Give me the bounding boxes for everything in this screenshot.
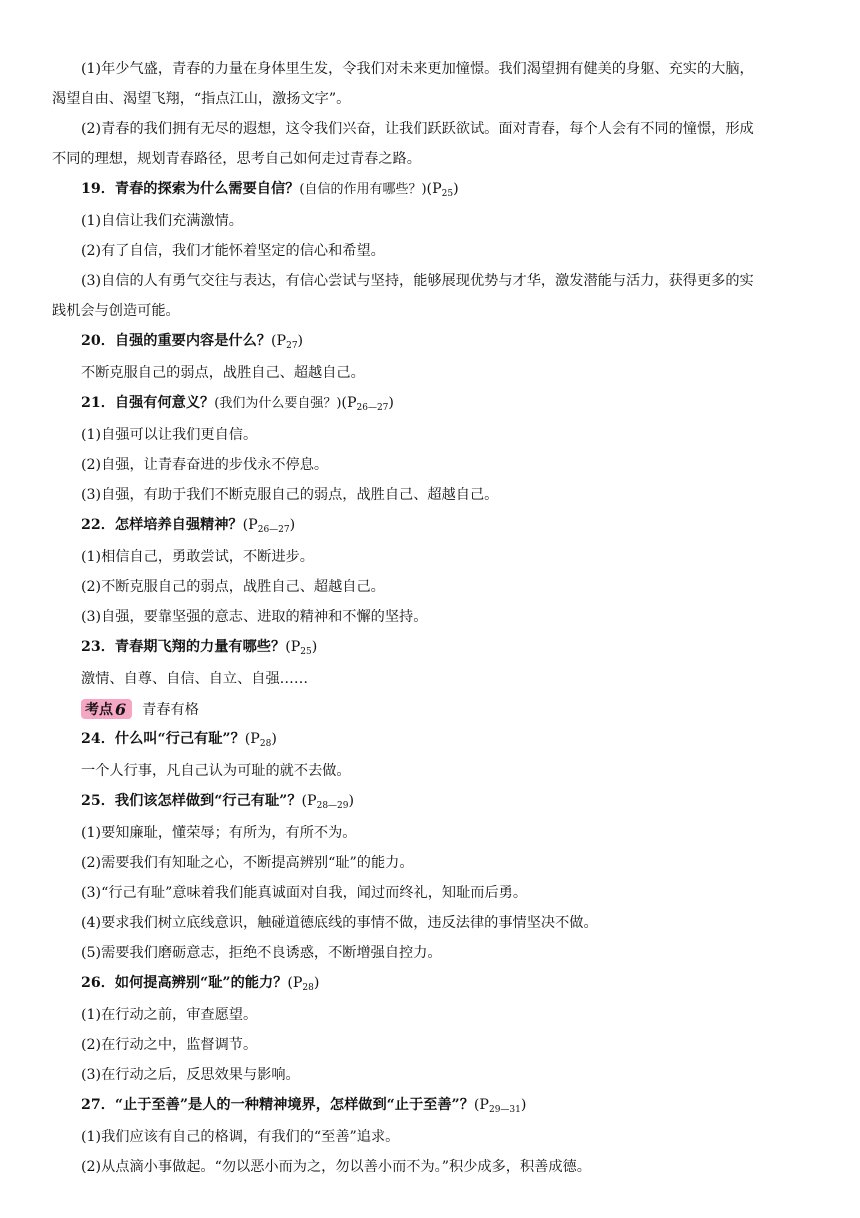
answer-line: (1)要知廉耻，懂荣辱；有所为，有所不为。 — [81, 825, 357, 841]
page-ref-end: ) — [453, 181, 459, 197]
page-ref-end: ) — [311, 639, 318, 655]
page-ref: (P — [341, 395, 357, 411]
question-23 — [52, 632, 808, 664]
question-22 — [52, 510, 808, 542]
section-title: 青春有格 — [142, 702, 199, 718]
page-ref-end: ) — [388, 395, 394, 411]
question-26 — [52, 968, 808, 1000]
question-text: 27．“止于至善”是人的一种精神境界，怎样做到“止于至善”？ — [81, 1097, 474, 1113]
page-ref-sub: 25 — [441, 189, 454, 199]
page-ref-end: ) — [348, 793, 355, 809]
answer-line: (3)“行己有耻”意味着我们能真诚面对自我，闻过而终礼，知耻而后勇。 — [81, 885, 528, 901]
question-text: 19．青春的探索为什么需要自信？ — [81, 181, 300, 197]
answer-line: (3)自强，有助于我们不断克服自己的弱点，战胜自己、超越自己。 — [81, 487, 499, 503]
answer-line: (2)有了自信，我们才能怀着坚定的信心和希望。 — [81, 243, 385, 259]
page-ref-end: ) — [313, 975, 320, 991]
page-ref-end: ) — [520, 1097, 527, 1113]
answer-line: (1)自信让我们充满激情。 — [81, 213, 243, 229]
answer-line: (2)从点滴小事做起。“勿以恶小而为之，勿以善小而不为。”积少成多，积善成德。 — [81, 1159, 591, 1175]
answer-line: (2)在行动之中，监督调节。 — [81, 1037, 258, 1053]
answer-line: (1)相信自己，勇敢尝试，不断进步。 — [81, 549, 314, 565]
question-note: (自信的作用有哪些？) — [299, 182, 427, 197]
answer-line: (3)在行动之后，反思效果与影响。 — [81, 1067, 300, 1083]
page-ref: (P — [301, 793, 317, 809]
answer-line: (1)自强可以让我们更自信。 — [81, 427, 258, 443]
question-21 — [52, 388, 808, 420]
page-ref: (P — [271, 333, 287, 349]
badge-label: 考点 — [85, 702, 113, 718]
paragraph-line: (2)青春的我们拥有无尽的遐想，这令我们兴奋，让我们跃跃欲试。面对青春，每个人会有不同的憧憬，形成 — [81, 121, 754, 137]
question-text: 24．什么叫“行己有耻”？ — [81, 731, 245, 747]
paragraph-line: 不同的理想，规划青春路径，思考自己如何走过青春之路。 — [52, 151, 421, 167]
page-ref-sub: 29—31 — [488, 1105, 521, 1115]
question-27 — [52, 1090, 808, 1122]
page-ref-sub: 28—29 — [316, 801, 349, 811]
paragraph-line: 渴望自由、渴望飞翔，“指点江山，激扬文字”。 — [52, 91, 351, 107]
page-ref: (P — [242, 517, 258, 533]
question-note: (我们为什么要自强？) — [214, 396, 342, 411]
answer-line: (1)我们应该有自己的格调，有我们的“至善”追求。 — [81, 1129, 400, 1145]
page-ref-sub: 26—27 — [356, 403, 389, 413]
page-ref: (P — [473, 1097, 489, 1113]
question-20 — [52, 326, 808, 358]
answer-line: 激情、自尊、自信、自立、自强…… — [81, 671, 309, 687]
page-ref: (P — [285, 639, 301, 655]
question-25 — [52, 786, 808, 818]
kaodian-badge — [81, 699, 132, 719]
page-ref: (P — [244, 731, 260, 747]
badge-number: 6 — [115, 699, 127, 719]
answer-line: (2)不断克服自己的弱点，战胜自己、超越自己。 — [81, 579, 385, 595]
page-ref-end: ) — [271, 731, 277, 747]
question-text: 23．青春期飞翔的力量有哪些？ — [81, 639, 286, 655]
answer-line: (3)自强，要靠坚强的意志、进取的精神和不懈的坚持。 — [81, 609, 428, 625]
answer-line: 践机会与创造可能。 — [52, 303, 180, 319]
page-ref-end: ) — [297, 333, 304, 349]
answer-line: 不断克服自己的弱点，战胜自己、超越自己。 — [81, 365, 365, 381]
page-ref-end: ) — [289, 517, 296, 533]
page-ref-sub: 28 — [302, 983, 314, 993]
question-text: 25．我们该怎样做到“行己有耻”？ — [81, 793, 302, 809]
question-text: 20．自强的重要内容是什么？ — [81, 333, 271, 349]
page-ref-sub: 25 — [300, 647, 312, 657]
page-ref: (P — [287, 975, 303, 991]
page-ref-sub: 27 — [286, 341, 298, 351]
section-heading — [52, 694, 808, 724]
answer-line: (1)在行动之前，审查愿望。 — [81, 1007, 258, 1023]
question-19 — [52, 174, 808, 206]
question-text: 21．自强有何意义？ — [81, 395, 215, 411]
answer-line: (4)要求我们树立底线意识，触碰道德底线的事情不做，违反法律的事情坚决不做。 — [81, 915, 598, 931]
answer-line: (2)需要我们有知耻之心，不断提高辨别“耻”的能力。 — [81, 855, 414, 871]
paragraph-line: (1)年少气盛，青春的力量在身体里生发，令我们对未来更加憧憬。我们渴望拥有健美的身躯、充实的大脑， — [81, 61, 754, 77]
page-ref-sub: 28 — [259, 739, 272, 749]
question-text: 22．怎样培养自强精神？ — [81, 517, 243, 533]
answer-line: (3)自信的人有勇气交往与表达，有信心尝试与坚持，能够展现优势与才华，激发潜能与活力，获得更多的实 — [81, 273, 754, 289]
answer-line: 一个人行事，凡自己认为可耻的就不去做。 — [81, 763, 351, 779]
question-text: 26．如何提高辨别“耻”的能力？ — [81, 975, 288, 991]
answer-line: (2)自强，让青春奋进的步伐永不停息。 — [81, 457, 329, 473]
question-24 — [52, 724, 808, 756]
page-ref: (P — [426, 181, 442, 197]
page-ref-sub: 26—27 — [257, 525, 290, 535]
answer-line: (5)需要我们磨砺意志，拒绝不良诱惑，不断增强自控力。 — [81, 945, 442, 961]
